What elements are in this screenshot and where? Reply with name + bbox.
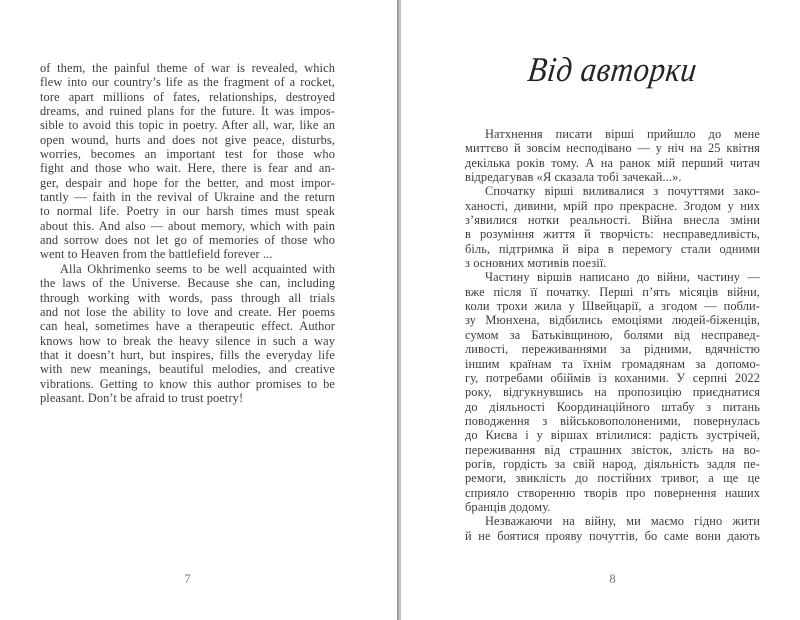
text-line: сумом за Батьківщиною, болями від несправед- [465, 327, 760, 342]
page-left [0, 0, 397, 620]
text-line: до Києва і у віршах втілилися: радість зустрічей, [465, 428, 760, 443]
text-line: with new meanings, beautiful melodies, and creative [40, 362, 335, 377]
text-line: гу, потребами обіймів із коханими. У серпні 2022 [465, 370, 760, 385]
text-line: ливості, переживаннями за рідними, вдячністю [465, 342, 760, 357]
text-line: відредагував «Я сказала тобі зачекай...». [465, 170, 682, 185]
text-line: ханості, дивини, мрій про прекрасне. Згодом у них [465, 198, 760, 213]
text-line: вже після її початку. Перші п’ять місяців війни, [465, 284, 760, 299]
text-line: and sorrow does not let go of memories of those who [40, 233, 335, 248]
text-line: Спочатку вірші виливалися з почуттями зако- [485, 184, 760, 199]
text-line: Натхнення писати вірші прийшло до мене [485, 127, 760, 141]
text-line: tantly — faith in the revival of Ukraine and the return [40, 190, 335, 205]
page-number-left: 7 [184, 572, 191, 586]
text-line: рогів, гордість за свій народ, діяльність задля пе- [465, 456, 760, 471]
text-line: поводження з військовополоненими, повернулась [465, 413, 760, 428]
text-line: ger, despair and hope for the better, and most impor- [40, 175, 335, 190]
text-line: flew into our country’s life as the fragment of a rocket, [40, 75, 335, 90]
text-line: в розуміння життя й творчість: несправедливість, [465, 227, 760, 242]
text-line: біль, підтримка й віра в перемогу стали одними [465, 241, 760, 256]
text-line: the laws of the Universe. Because she can, including [40, 276, 335, 291]
text-line: зу Мюнхена, відбились емоціями людей-біженців, [465, 313, 760, 328]
text-line: іншим країнам та їхнім громадянам за допомо- [465, 356, 760, 371]
text-line: миттєво й зовсім несподівано — у ніч на 25 квітня [465, 141, 760, 156]
text-line: коли трохи жила у Швейцарії, а згодом — побли- [465, 299, 760, 314]
page-right-text [465, 127, 760, 543]
text-line: worries, becomes an important test for those who [40, 147, 335, 162]
chapter-title: Від авторки [525, 49, 700, 90]
text-line: open wound, hurts and does not give peace, disturbs, [40, 132, 335, 147]
text-line: through working with words, pass through all trials [40, 290, 335, 305]
text-line: and not lose the ability to love and create. Her poems [40, 304, 335, 319]
text-line: to normal life. Poetry in our harsh times must speak [40, 204, 335, 219]
text-line: tore apart millions of fates, relationships, destroyed [40, 89, 335, 104]
text-line: Незважаючи на війну, ми маємо гідно жити [485, 514, 760, 529]
text-line: Частину віршів написано до війни, частину — [485, 270, 760, 285]
text-line: з’явилися нотки реальності. Війна внесла зміни [465, 213, 760, 228]
text-line: can heal, sometimes have a therapeutic effect. Author [40, 319, 335, 334]
text-line: року, відгукнувшись на пропозицію приєднатися [465, 385, 760, 400]
text-line: декілька років тому. А на ранок мій перший читач [465, 155, 760, 170]
text-line: vibrations. Getting to know this author promises to be [40, 376, 335, 391]
text-line: переживання від страшних звісток, злість на во- [465, 442, 760, 457]
text-line: fight and those who wait. Here, there is fear and an- [40, 161, 335, 176]
text-line: of them, the painful theme of war is revealed, which [40, 61, 335, 75]
text-line: з основних мотивів поезії. [465, 256, 607, 271]
page-gutter-line [397, 0, 401, 620]
text-line: went to Heaven from the battlefield forever ... [40, 247, 273, 262]
text-line: ремоги, звиклість до постійних тривог, а ще це [465, 471, 760, 486]
text-line: й не боятися прояву почуттів, бо саме вони дають [465, 528, 760, 543]
page-left-text [40, 61, 335, 405]
text-line: pleasant. Don’t be afraid to trust poetry! [40, 390, 244, 405]
text-line: dreams, and ruined plans for the future. It was impos- [40, 104, 335, 119]
text-line: that it doesn’t hurt, but inspires, fills the everyday life [40, 347, 335, 362]
page-number-right: 8 [609, 572, 616, 586]
text-line: сприяло створенню творів про повернення наших [465, 485, 760, 500]
page-right [403, 0, 800, 620]
text-line: knows how to break the heavy silence in such a way [40, 333, 335, 348]
text-line: бранців додому. [465, 499, 551, 514]
text-line: Alla Okhrimenko seems to be well acquainted with [60, 261, 335, 276]
text-line: about this. And also — about memory, which with pain [40, 218, 335, 233]
text-line: до діяльності Координаційного штабу з питань [465, 399, 760, 414]
text-line: sible to avoid this topic in poetry. After all, war, like an [40, 118, 335, 133]
